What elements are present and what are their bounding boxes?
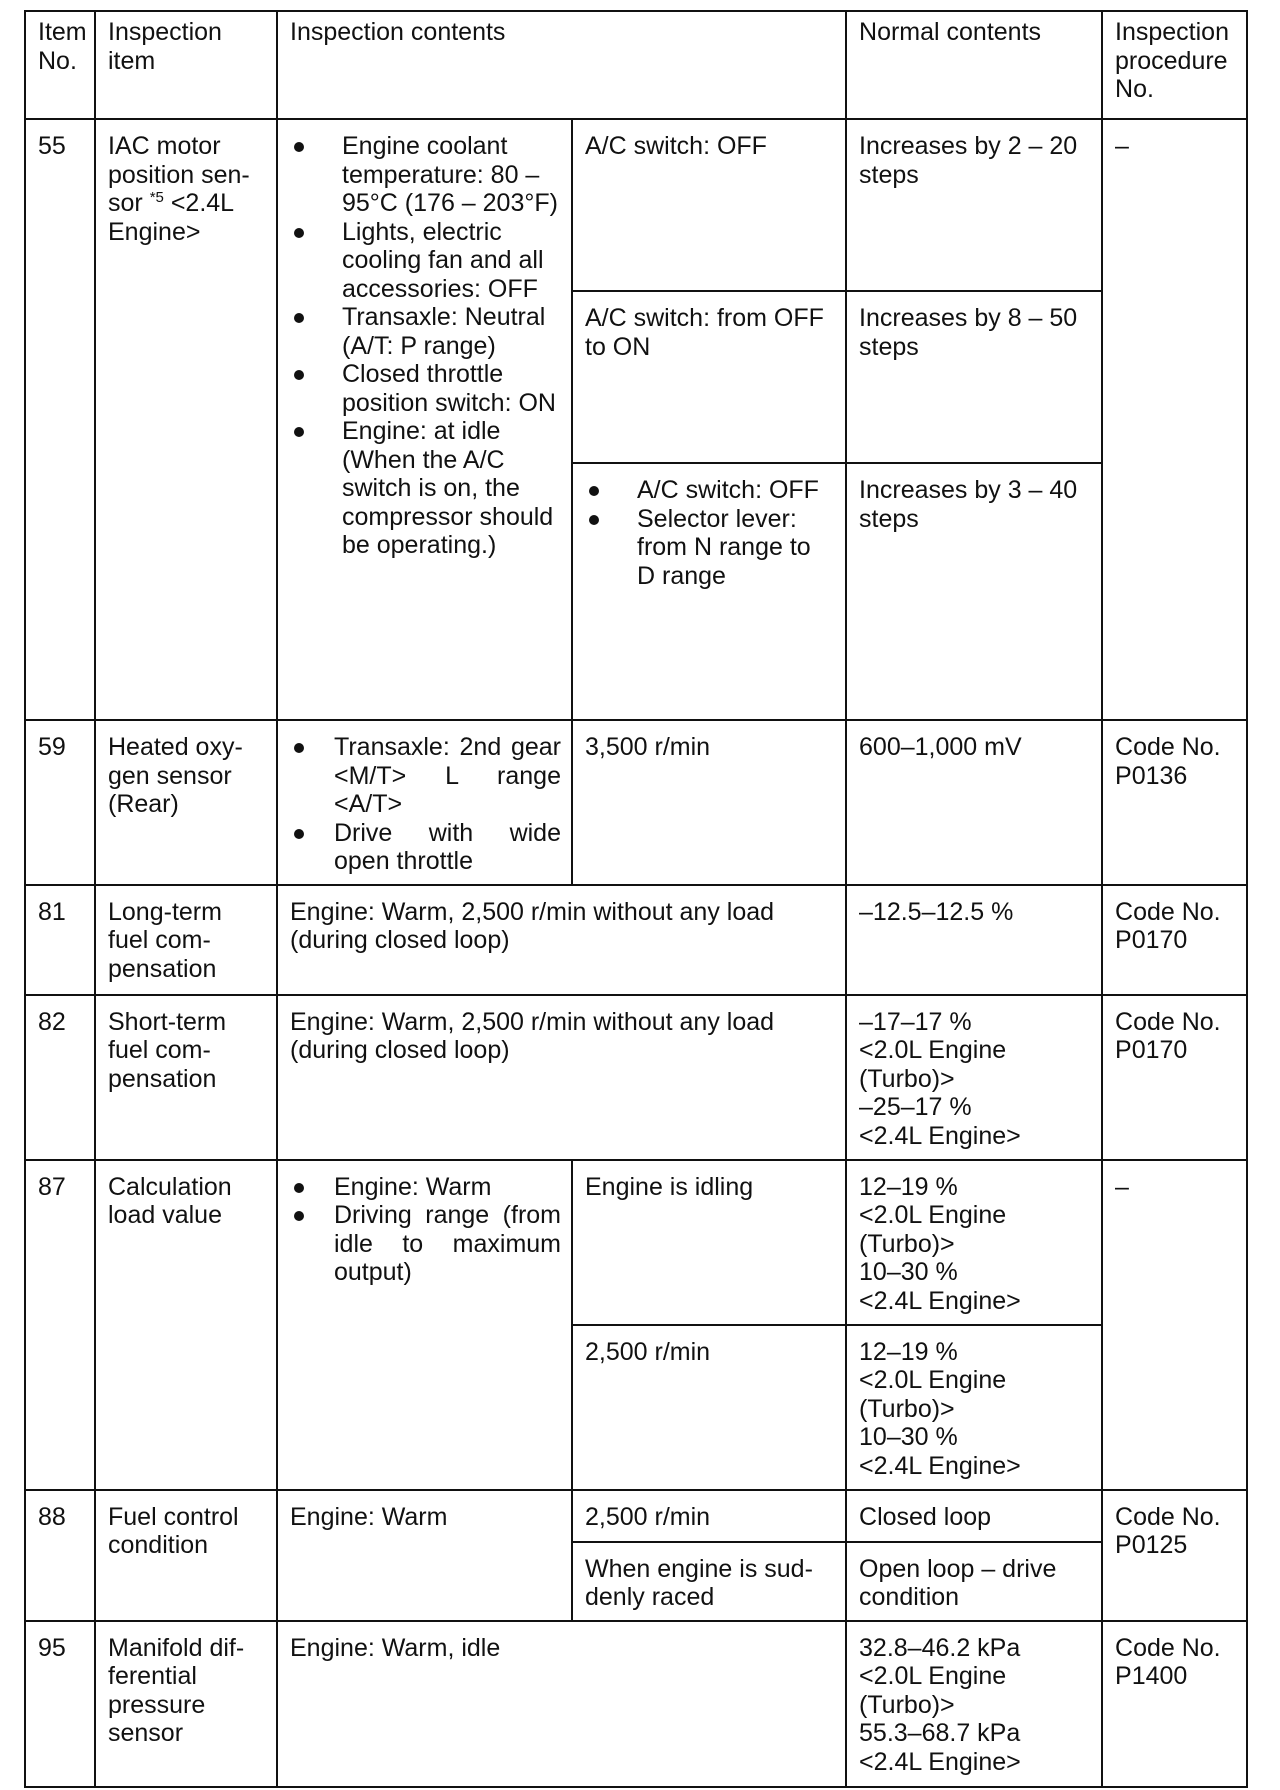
sub-condition-cell: When engine is sud- denly raced: [572, 1542, 846, 1621]
procedure-cell: Code No. P0125: [1102, 1490, 1247, 1621]
inspection-conditions-cell: Engine: Warm, 2,500 r/min without any load (during closed loop): [277, 995, 846, 1160]
normal-line: <2.0L Engine: [859, 1036, 1007, 1064]
normal-line: 10–30 %: [859, 1258, 958, 1286]
normal-line: 12–19 %: [859, 1337, 958, 1366]
condition-item: Engine coolant temperature: 80 – 95°C (176 – 203°F): [290, 132, 561, 218]
inspection-item-cell: Fuel control condition: [95, 1490, 277, 1621]
normal-contents-cell: [846, 1621, 1102, 1787]
inspection-conditions-cell: [277, 720, 572, 885]
inspection-conditions-cell: [277, 1160, 572, 1490]
normal-line: <2.4L Engine>: [859, 1747, 1021, 1776]
normal-line: <2.0L Engine: [859, 1662, 1007, 1690]
table-row: [25, 1490, 1247, 1542]
inspection-conditions-cell: [277, 119, 572, 720]
procedure-cell: Code No. P1400: [1102, 1621, 1247, 1787]
condition-item: Selector lever: from N range to D range: [585, 505, 835, 591]
condition-item: Drive with wide open throttle: [290, 819, 561, 876]
condition-item: Transaxle: 2nd gear <M/T> L range <A/T>: [290, 733, 561, 819]
table-row: [25, 1160, 1247, 1325]
inspection-table: [24, 10, 1248, 1788]
sub-condition-cell: 2,500 r/min: [572, 1325, 846, 1490]
item-no-cell: 82: [25, 995, 95, 1160]
item-engine-note: <2.4L Engine>: [108, 189, 234, 246]
sub-condition-list: [585, 476, 835, 590]
normal-line: –25–17 %: [859, 1093, 972, 1121]
normal-contents-cell: [846, 1325, 1102, 1490]
table-row: [25, 720, 1247, 885]
sub-condition-cell: A/C switch: OFF: [572, 119, 846, 291]
procedure-cell: –: [1102, 1160, 1247, 1490]
normal-line: <2.4L Engine>: [859, 1451, 1021, 1480]
inspection-item-cell: Long-term fuel com- pensation: [95, 885, 277, 995]
normal-line: <2.4L Engine>: [859, 1286, 1021, 1315]
inspection-item-cell: Short-term fuel com- pensation: [95, 995, 277, 1160]
normal-contents-cell: [846, 995, 1102, 1160]
normal-contents-cell: Closed loop: [846, 1490, 1102, 1542]
inspection-conditions-cell: Engine: Warm: [277, 1490, 572, 1621]
condition-item: Closed throttle position switch: ON: [290, 360, 561, 417]
condition-item: Driving range (from idle to maximum output): [290, 1201, 561, 1287]
normal-contents-cell: Open loop – drive condition: [846, 1542, 1102, 1621]
inspection-item-cell: [95, 119, 277, 720]
normal-line: (Turbo)>: [859, 1394, 955, 1423]
header-inspection-contents: Inspection contents: [277, 11, 846, 119]
normal-line: (Turbo)>: [859, 1064, 955, 1093]
inspection-item-cell: Heated oxy- gen sensor (Rear): [95, 720, 277, 885]
sub-condition-cell: A/C switch: from OFF to ON: [572, 291, 846, 463]
table-header-row: [25, 11, 1247, 119]
normal-contents-cell: Increases by 8 – 50 steps: [846, 291, 1102, 463]
item-no-cell: 81: [25, 885, 95, 995]
table-row: [25, 119, 1247, 291]
item-no-cell: 87: [25, 1160, 95, 1490]
normal-contents-cell: Increases by 3 – 40 steps: [846, 463, 1102, 720]
normal-contents-cell: 600–1,000 mV: [846, 720, 1102, 885]
inspection-conditions-cell: Engine: Warm, idle: [277, 1621, 846, 1787]
condition-list: [290, 132, 561, 560]
item-no-cell: 59: [25, 720, 95, 885]
item-no-cell: 88: [25, 1490, 95, 1621]
normal-line: <2.0L Engine: [859, 1201, 1007, 1229]
procedure-cell: Code No. P0136: [1102, 720, 1247, 885]
table-row: [25, 885, 1247, 995]
header-item-no: Item No.: [25, 11, 95, 119]
condition-list: [290, 733, 561, 876]
sub-condition-cell: [572, 463, 846, 720]
footnote-mark: *5: [149, 189, 164, 206]
item-no-cell: 95: [25, 1621, 95, 1787]
condition-item: Engine: at idle (When the A/C switch is on, the compressor should be operating.): [290, 417, 561, 560]
sub-condition-cell: Engine is idling: [572, 1160, 846, 1325]
normal-contents-cell: [846, 1160, 1102, 1325]
normal-line: (Turbo)>: [859, 1229, 955, 1258]
normal-line: 32.8–46.2 kPa: [859, 1633, 1021, 1662]
item-no-cell: 55: [25, 119, 95, 720]
procedure-cell: –: [1102, 119, 1247, 720]
normal-contents-cell: Increases by 2 – 20 steps: [846, 119, 1102, 291]
inspection-conditions-cell: Engine: Warm, 2,500 r/min without any load (during closed loop): [277, 885, 846, 995]
condition-item: Transaxle: Neutral (A/T: P range): [290, 303, 561, 360]
condition-item: Lights, electric cooling fan and all accessories: OFF: [290, 218, 561, 304]
normal-line: <2.4L Engine>: [859, 1121, 1021, 1150]
condition-item: Engine: Warm: [290, 1173, 561, 1202]
header-inspection-item: Inspection item: [95, 11, 277, 119]
condition-list: [290, 1173, 561, 1287]
normal-line: –17–17 %: [859, 1007, 972, 1036]
normal-line: 10–30 %: [859, 1423, 958, 1451]
item-name: IAC motor position sen- sor: [108, 132, 250, 217]
condition-item: A/C switch: OFF: [585, 476, 835, 505]
inspection-item-cell: Manifold dif- ferential pressure sensor: [95, 1621, 277, 1787]
normal-line: (Turbo)>: [859, 1690, 955, 1719]
header-normal-contents: Normal contents: [846, 11, 1102, 119]
sub-condition-cell: 3,500 r/min: [572, 720, 846, 885]
table-row: [25, 995, 1247, 1160]
procedure-cell: Code No. P0170: [1102, 995, 1247, 1160]
normal-contents-cell: –12.5–12.5 %: [846, 885, 1102, 995]
header-procedure-no: Inspection procedure No.: [1102, 11, 1247, 119]
normal-line: 12–19 %: [859, 1172, 958, 1201]
sub-condition-cell: 2,500 r/min: [572, 1490, 846, 1542]
normal-line: <2.0L Engine: [859, 1366, 1007, 1394]
procedure-cell: Code No. P0170: [1102, 885, 1247, 995]
table-row: [25, 1621, 1247, 1787]
inspection-item-cell: Calculation load value: [95, 1160, 277, 1490]
normal-line: 55.3–68.7 kPa: [859, 1719, 1021, 1747]
